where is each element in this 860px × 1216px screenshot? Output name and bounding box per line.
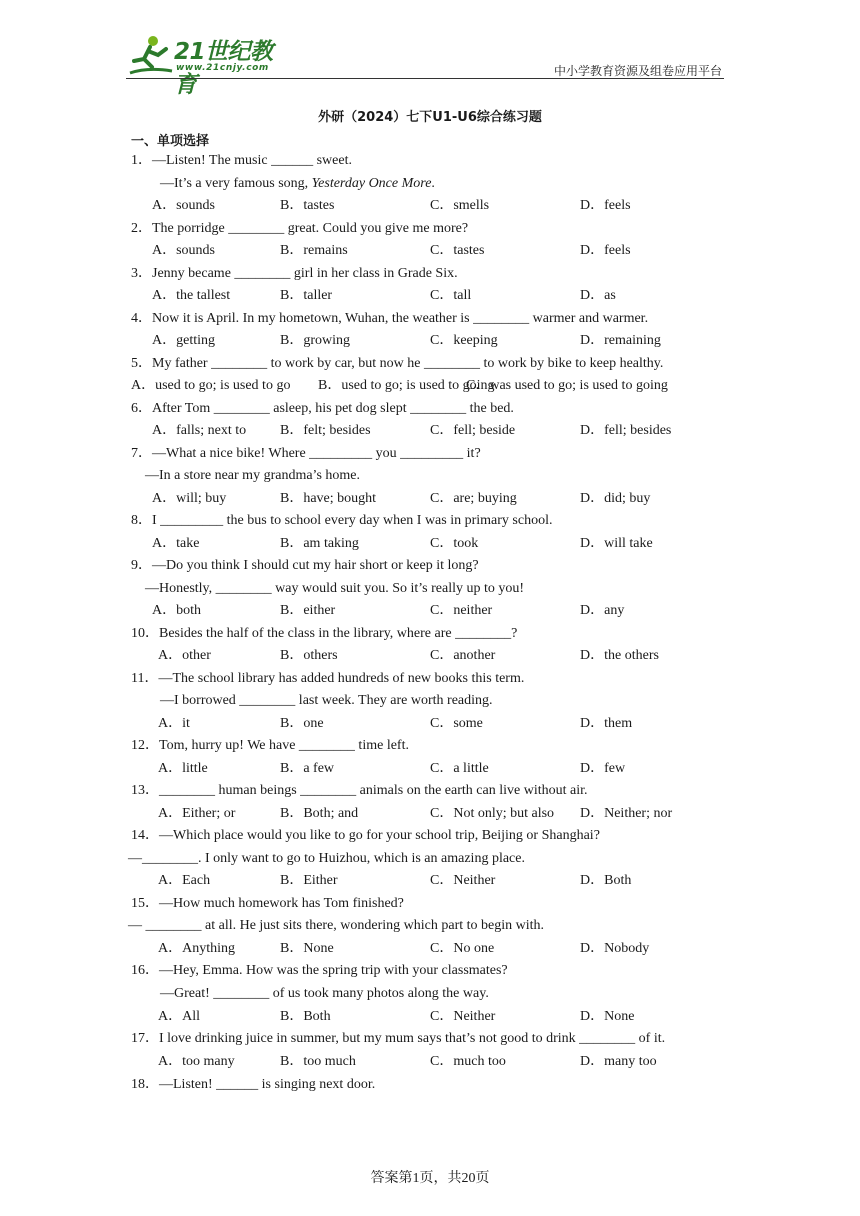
answer-option: D．feels: [580, 198, 631, 213]
question-stem: 10．Besides the half of the class in the library, where are ________?: [131, 626, 518, 641]
answer-option: D．None: [580, 1009, 635, 1024]
question-stem: 6．After Tom ________ asleep, his pet dog slept ________ the bed.: [131, 401, 514, 416]
answer-option: A．All: [158, 1009, 200, 1024]
question-stem: 8．I _________ the bus to school every day when I was in primary school.: [131, 513, 553, 528]
answer-option: A．sounds: [152, 198, 216, 213]
answer-option: A．sounds: [152, 243, 216, 258]
question-stem: 16．—Hey, Emma. How was the spring trip with your classmates?: [131, 963, 508, 978]
answer-option: A．too many: [158, 1054, 235, 1069]
answer-option: C．took: [430, 536, 479, 551]
answer-option: D．them: [580, 716, 633, 731]
stem-text: —It’s a very famous song,: [160, 176, 312, 191]
answer-option: B．used to go; is used to going: [318, 378, 495, 393]
answer-option: B．felt; besides: [280, 423, 371, 438]
answer-option: B．remains: [280, 243, 348, 258]
answer-option: A．Anything: [158, 941, 235, 956]
answer-option: C．a little: [430, 761, 489, 776]
answer-option: B．too much: [280, 1054, 356, 1069]
answer-option: A．other: [158, 648, 211, 663]
page-header: [126, 30, 724, 98]
answer-option: D．did; buy: [580, 491, 651, 506]
answer-option: A．falls; next to: [152, 423, 247, 438]
answer-option: A．used to go; is used to go: [131, 378, 291, 393]
answer-option: C．was used to go; is used to going: [466, 378, 668, 393]
logo-url: www.21cnjy.com: [176, 63, 269, 73]
answer-option: B．tastes: [280, 198, 335, 213]
question-stem: 5．My father ________ to work by car, but now he ________ to work by bike to keep healthy.: [131, 356, 664, 371]
answer-option: C．smells: [430, 198, 490, 213]
question-stem: 18．—Listen! ______ is singing next door.: [131, 1077, 376, 1092]
answer-option: B．Both; and: [280, 806, 359, 821]
question-dialogue-line: — ________ at all. He just sits there, wondering which part to begin with.: [128, 918, 545, 933]
answer-option: B．growing: [280, 333, 350, 348]
answer-option: B．None: [280, 941, 334, 956]
answer-option: D．any: [580, 603, 625, 618]
runner-logo-icon: [126, 33, 178, 77]
answer-option: C．are; buying: [430, 491, 517, 506]
question-stem: 1．—Listen! The music ______ sweet.: [131, 153, 352, 168]
answer-option: C．keeping: [430, 333, 498, 348]
answer-option: D．as: [580, 288, 616, 303]
answer-option: A．Either; or: [158, 806, 236, 821]
answer-option: D．Neither; nor: [580, 806, 673, 821]
document-title: 外研（2024）七下U1-U6综合练习题: [318, 110, 542, 125]
answer-option: B．a few: [280, 761, 335, 776]
answer-option: D．feels: [580, 243, 631, 258]
answer-option: B．have; bought: [280, 491, 377, 506]
answer-option: C．Neither: [430, 873, 496, 888]
answer-option: C．Not only; but also: [430, 806, 555, 821]
answer-option: D．fell; besides: [580, 423, 672, 438]
answer-option: B．Either: [280, 873, 338, 888]
header-divider: [126, 78, 724, 79]
site-logo: [126, 33, 291, 98]
song-title: Yesterday Once More: [311, 176, 432, 191]
answer-option: D．the others: [580, 648, 659, 663]
question-stem: 7．—What a nice bike! Where _________ you _________ it?: [131, 446, 481, 461]
logo-text: 21世纪教育: [174, 39, 273, 98]
question-stem: 12．Tom, hurry up! We have ________ time left.: [131, 738, 409, 753]
answer-option: B．Both: [280, 1009, 331, 1024]
section-title: 一、单项选择: [131, 134, 210, 149]
question-stem: 4．Now it is April. In my hometown, Wuhan, the weather is ________ warmer and warmer.: [131, 311, 649, 326]
question-stem: 17．I love drinking juice in summer, but my mum says that’s not good to drink ________ of it.: [131, 1031, 666, 1046]
question-stem: 11．—The school library has added hundreds of new books this term.: [131, 671, 525, 686]
answer-option: C．some: [430, 716, 483, 731]
question-dialogue-line: —I borrowed ________ last week. They are worth reading.: [160, 693, 493, 708]
stem-text-end: .: [431, 176, 435, 191]
answer-option: C．fell; beside: [430, 423, 516, 438]
answer-option: C．Neither: [430, 1009, 496, 1024]
question-stem: 3．Jenny became ________ girl in her class in Grade Six.: [131, 266, 458, 281]
question-stem: 13．________ human beings ________ animals on the earth can live without air.: [131, 783, 588, 798]
answer-option: C．another: [430, 648, 496, 663]
question-dialogue-line: [160, 175, 435, 193]
page-footer: 答案第1页，共20页: [370, 1171, 490, 1186]
answer-option: C．No one: [430, 941, 495, 956]
answer-option: D．remaining: [580, 333, 661, 348]
question-dialogue-line: —Honestly, ________ way would suit you. So it’s really up to you!: [145, 581, 525, 596]
answer-option: B．either: [280, 603, 336, 618]
question-dialogue-line: —Great! ________ of us took many photos along the way.: [160, 986, 489, 1001]
answer-option: A．the tallest: [152, 288, 231, 303]
answer-option: B．others: [280, 648, 338, 663]
platform-name: 中小学教育资源及组卷应用平台: [553, 64, 722, 78]
answer-option: A．both: [152, 603, 201, 618]
answer-option: A．getting: [152, 333, 215, 348]
answer-option: D．will take: [580, 536, 653, 551]
answer-option: A．it: [158, 716, 190, 731]
answer-option: C．tall: [430, 288, 472, 303]
answer-option: C．much too: [430, 1054, 506, 1069]
answer-option: A．will; buy: [152, 491, 227, 506]
question-stem: 9．—Do you think I should cut my hair short or keep it long?: [131, 558, 479, 573]
answer-option: A．little: [158, 761, 208, 776]
answer-option: D．few: [580, 761, 626, 776]
question-dialogue-line: —________. I only want to go to Huizhou, which is an amazing place.: [128, 851, 525, 866]
answer-option: B．one: [280, 716, 324, 731]
answer-option: B．taller: [280, 288, 333, 303]
answer-option: D．many too: [580, 1054, 657, 1069]
answer-option: D．Both: [580, 873, 632, 888]
answer-option: A．Each: [158, 873, 211, 888]
answer-option: B．am taking: [280, 536, 359, 551]
question-dialogue-line: —In a store near my grandma’s home.: [145, 468, 360, 483]
question-stem: 15．—How much homework has Tom finished?: [131, 896, 404, 911]
answer-option: C．tastes: [430, 243, 485, 258]
answer-option: A．take: [152, 536, 200, 551]
question-stem: 2．The porridge ________ great. Could you give me more?: [131, 221, 469, 236]
answer-option: D．Nobody: [580, 941, 650, 956]
answer-option: C．neither: [430, 603, 493, 618]
question-stem: 14．—Which place would you like to go for your school trip, Beijing or Shanghai?: [131, 828, 600, 843]
